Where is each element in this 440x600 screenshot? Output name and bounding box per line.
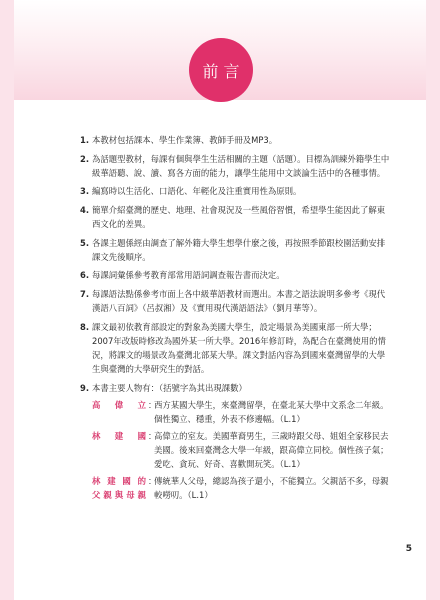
character-name-line: 林建國的 <box>92 475 146 486</box>
list-item <box>80 236 392 264</box>
item-number: 3. <box>80 186 90 197</box>
list-item <box>80 203 392 231</box>
list-item <box>80 133 392 147</box>
character-colon: ： <box>148 430 157 441</box>
character-entry <box>92 398 392 426</box>
character-entry <box>92 429 392 471</box>
item-number: 5. <box>80 237 90 248</box>
item-number: 1. <box>80 135 90 145</box>
character-name: 林建國 <box>92 430 146 441</box>
character-entry <box>92 474 392 502</box>
character-name: 高偉立 <box>92 399 146 410</box>
item-text: 課文最初依教育部設定的對象為美國大學生，設定場景為美國東部一所大學；2007年改版時修改為國外某一所大學。2016年修訂時，為配合在臺灣使用的情況，將課文的場景改為臺灣北部某大學。課文對話內容為到國來臺灣留學的大學生與臺灣的大學研究生的對話。 <box>92 321 386 374</box>
item-text: 每課詞彙係參考教育部常用語詞調查報告書而決定。 <box>92 270 285 281</box>
list-item <box>80 287 392 315</box>
character-description: 西方某國大學生，來臺灣留學，在臺北某大學中文系念二年級。個性獨立、穩重，外表不修邊幅。（L.1） <box>154 399 389 424</box>
character-description: 高偉立的室友。美國華裔男生，三歲時跟父母、姐姐全家移民去美國。後來回臺灣念大學一年級，跟高偉立同校。個性孩子氣；愛吃、貪玩、好奇、喜歡開玩笑。（L.1） <box>154 430 389 469</box>
item-text: 每課語法點係參考市面上各中級華語教材而選出。本書之語法說明多參考《現代漢語八百詞》（呂叔湘）及《實用現代漢語語法》（劉月華等）。 <box>92 289 386 314</box>
item-text: 各課主題係經由調查了解外籍大學生想學什麼之後，再按照季節跟校園活動安排課文先後順序。 <box>92 237 386 262</box>
item-number: 9. <box>80 382 90 393</box>
item-text: 編寫時以生活化、口語化、年輕化及注重實用性為原則。 <box>92 186 302 197</box>
item-number: 6. <box>80 270 90 281</box>
list-item <box>80 268 392 282</box>
list-item <box>80 152 392 180</box>
item-number: 4. <box>80 205 90 216</box>
character-colon: ： <box>148 475 157 486</box>
character-description: 傳統華人父母，總認為孩子還小，不能獨立。父親話不多，母親較嘮叨。（L.1） <box>154 475 389 500</box>
character-name <box>92 474 148 502</box>
item-number: 7. <box>80 289 90 300</box>
page-title: 前言 <box>202 61 245 81</box>
item-number: 2. <box>80 153 90 164</box>
list-item <box>80 381 392 502</box>
list-item <box>80 184 392 198</box>
preface-content <box>80 133 392 506</box>
document-page <box>14 0 426 600</box>
character-name-line: 父親與母親 <box>92 489 146 500</box>
item-number: 8. <box>80 321 90 332</box>
item-text: 為話題型教材，每課有個與學生生活相關的主題（話題）。目標為訓練外籍學生中級華語聽、說、讀、寫各方面的能力，讓學生能用中文談論生活中的各種事情。 <box>92 153 390 178</box>
character-colon: ： <box>148 399 157 410</box>
item-text: 本書主要人物有：（括號字為其出現課數） <box>92 382 247 393</box>
list-item <box>80 320 392 376</box>
title-badge <box>189 38 253 102</box>
page-number: 5 <box>405 544 412 554</box>
item-text: 簡單介紹臺灣的歷史、地理、社會現況及一些風俗習慣，希望學生能因此了解東西文化的差異。 <box>92 205 386 230</box>
item-text: 本教材包括課本、學生作業簿、教師手冊及MP3。 <box>92 135 278 145</box>
